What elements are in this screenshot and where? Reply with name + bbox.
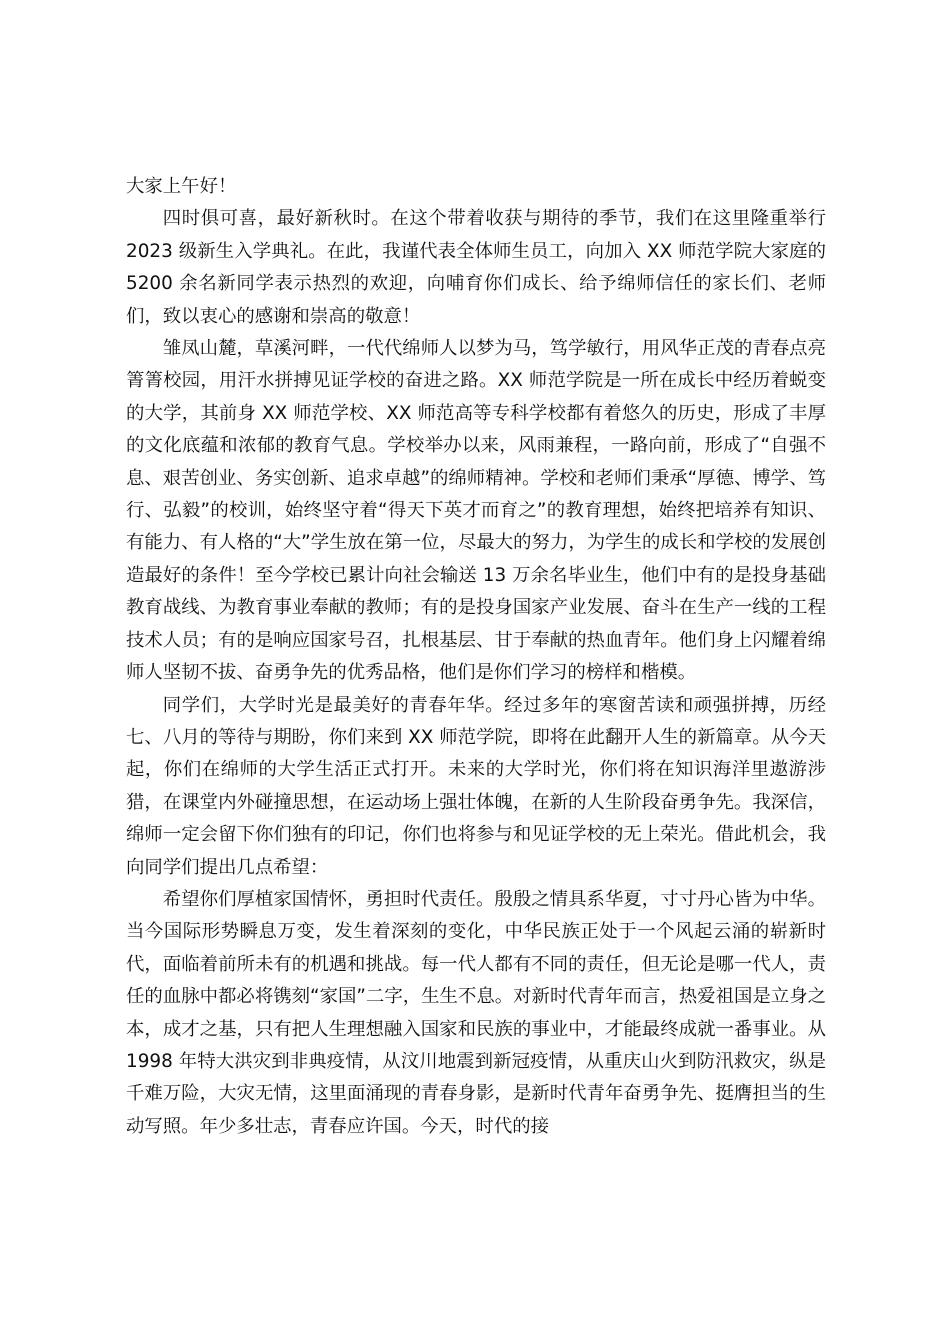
greeting-line: 大家上午好！ bbox=[126, 176, 237, 197]
paragraph-welcome: 四时俱可喜，最好新秋时。在这个带着收获与期待的季节，我们在这里隆重举行 2023 级新生入学典礼。在此，我谨代表全体师生员工，向加入 XX 师范学院大家庭的 5200 余名新同学表示热烈的欢迎，向哺育你们成长、给予绵师信任的家长们、老师们，致以衷心的感谢和崇高的敬意！ bbox=[126, 208, 826, 327]
paragraph-university-life: 同学们，大学时光是最美好的青春年华。经过多年的寒窗苦读和顽强拼搏，历经七、八月的等待与期盼，你们来到 XX 师范学院，即将在此翻开人生的新篇章。从今天起，你们在绵师的大学生活正式打开。未来的大学时光，你们将在知识海洋里遨游涉猎，在课堂内外碰撞思想，在运动场上强壮体魄，在新的人生阶段奋勇争先。我深信，绵师一定会留下你们独有的印记，你们也将参与和见证学校的无上荣光。借此机会，我向同学们提出几点希望： bbox=[126, 694, 826, 878]
speech-body bbox=[126, 171, 826, 1143]
paragraph-school-history: 雏凤山麓，草溪河畔，一代代绵师人以梦为马，笃学敏行，用风华正茂的青春点亮箐箐校园，用汗水拼搏见证学校的奋进之路。XX 师范学院是一所在成长中经历着蜕变的大学，其前身 XX 师范学校、XX 师范高等专科学校都有着悠久的历史，形成了丰厚的文化底蕴和浓郁的教育气息。学校举办以来，风雨兼程，一路向前，形成了“自强不息、艰苦创业、务实创新、追求卓越”的绵师精神。学校和老师们秉承“厚德、博学、笃行、弘毅”的校训，始终坚守着“得天下英才而育之”的教育理想，始终把培养有知识、有能力、有人格的“大”学生放在第一位，尽最大的努力，为学生的成长和学校的发展创造最好的条件！至今学校已累计向社会输送 13 万余名毕业生，他们中有的是投身基础教育战线、为教育事业奉献的教师；有的是投身国家产业发展、奋斗在生产一线的工程技术人员；有的是响应国家号召，扎根基层、甘于奉献的热血青年。他们身上闪耀着绵师人坚韧不拔、奋勇争先的优秀品格，他们是你们学习的榜样和楷模。 bbox=[126, 338, 826, 684]
paragraph-patriotism: 希望你们厚植家国情怀，勇担时代责任。殷殷之情具系华夏，寸寸丹心皆为中华。当今国际形势瞬息万变，发生着深刻的变化，中华民族正处于一个风起云涌的崭新时代，面临着前所未有的机遇和挑战。每一代人都有不同的责任，但无论是哪一代人，责任的血脉中都必将镌刻“家国”二字，生生不息。对新时代青年而言，热爱祖国是立身之本，成才之基，只有把人生理想融入国家和民族的事业中，才能最终成就一番事业。从 1998 年特大洪灾到非典疫情，从汶川地震到新冠疫情，从重庆山火到防汛救灾，纵是千难万险，大灾无情，这里面涌现的青春身影，是新时代青年奋勇争先、挺膺担当的生动写照。年少多壮志，青春应许国。今天，时代的接 bbox=[126, 888, 826, 1137]
